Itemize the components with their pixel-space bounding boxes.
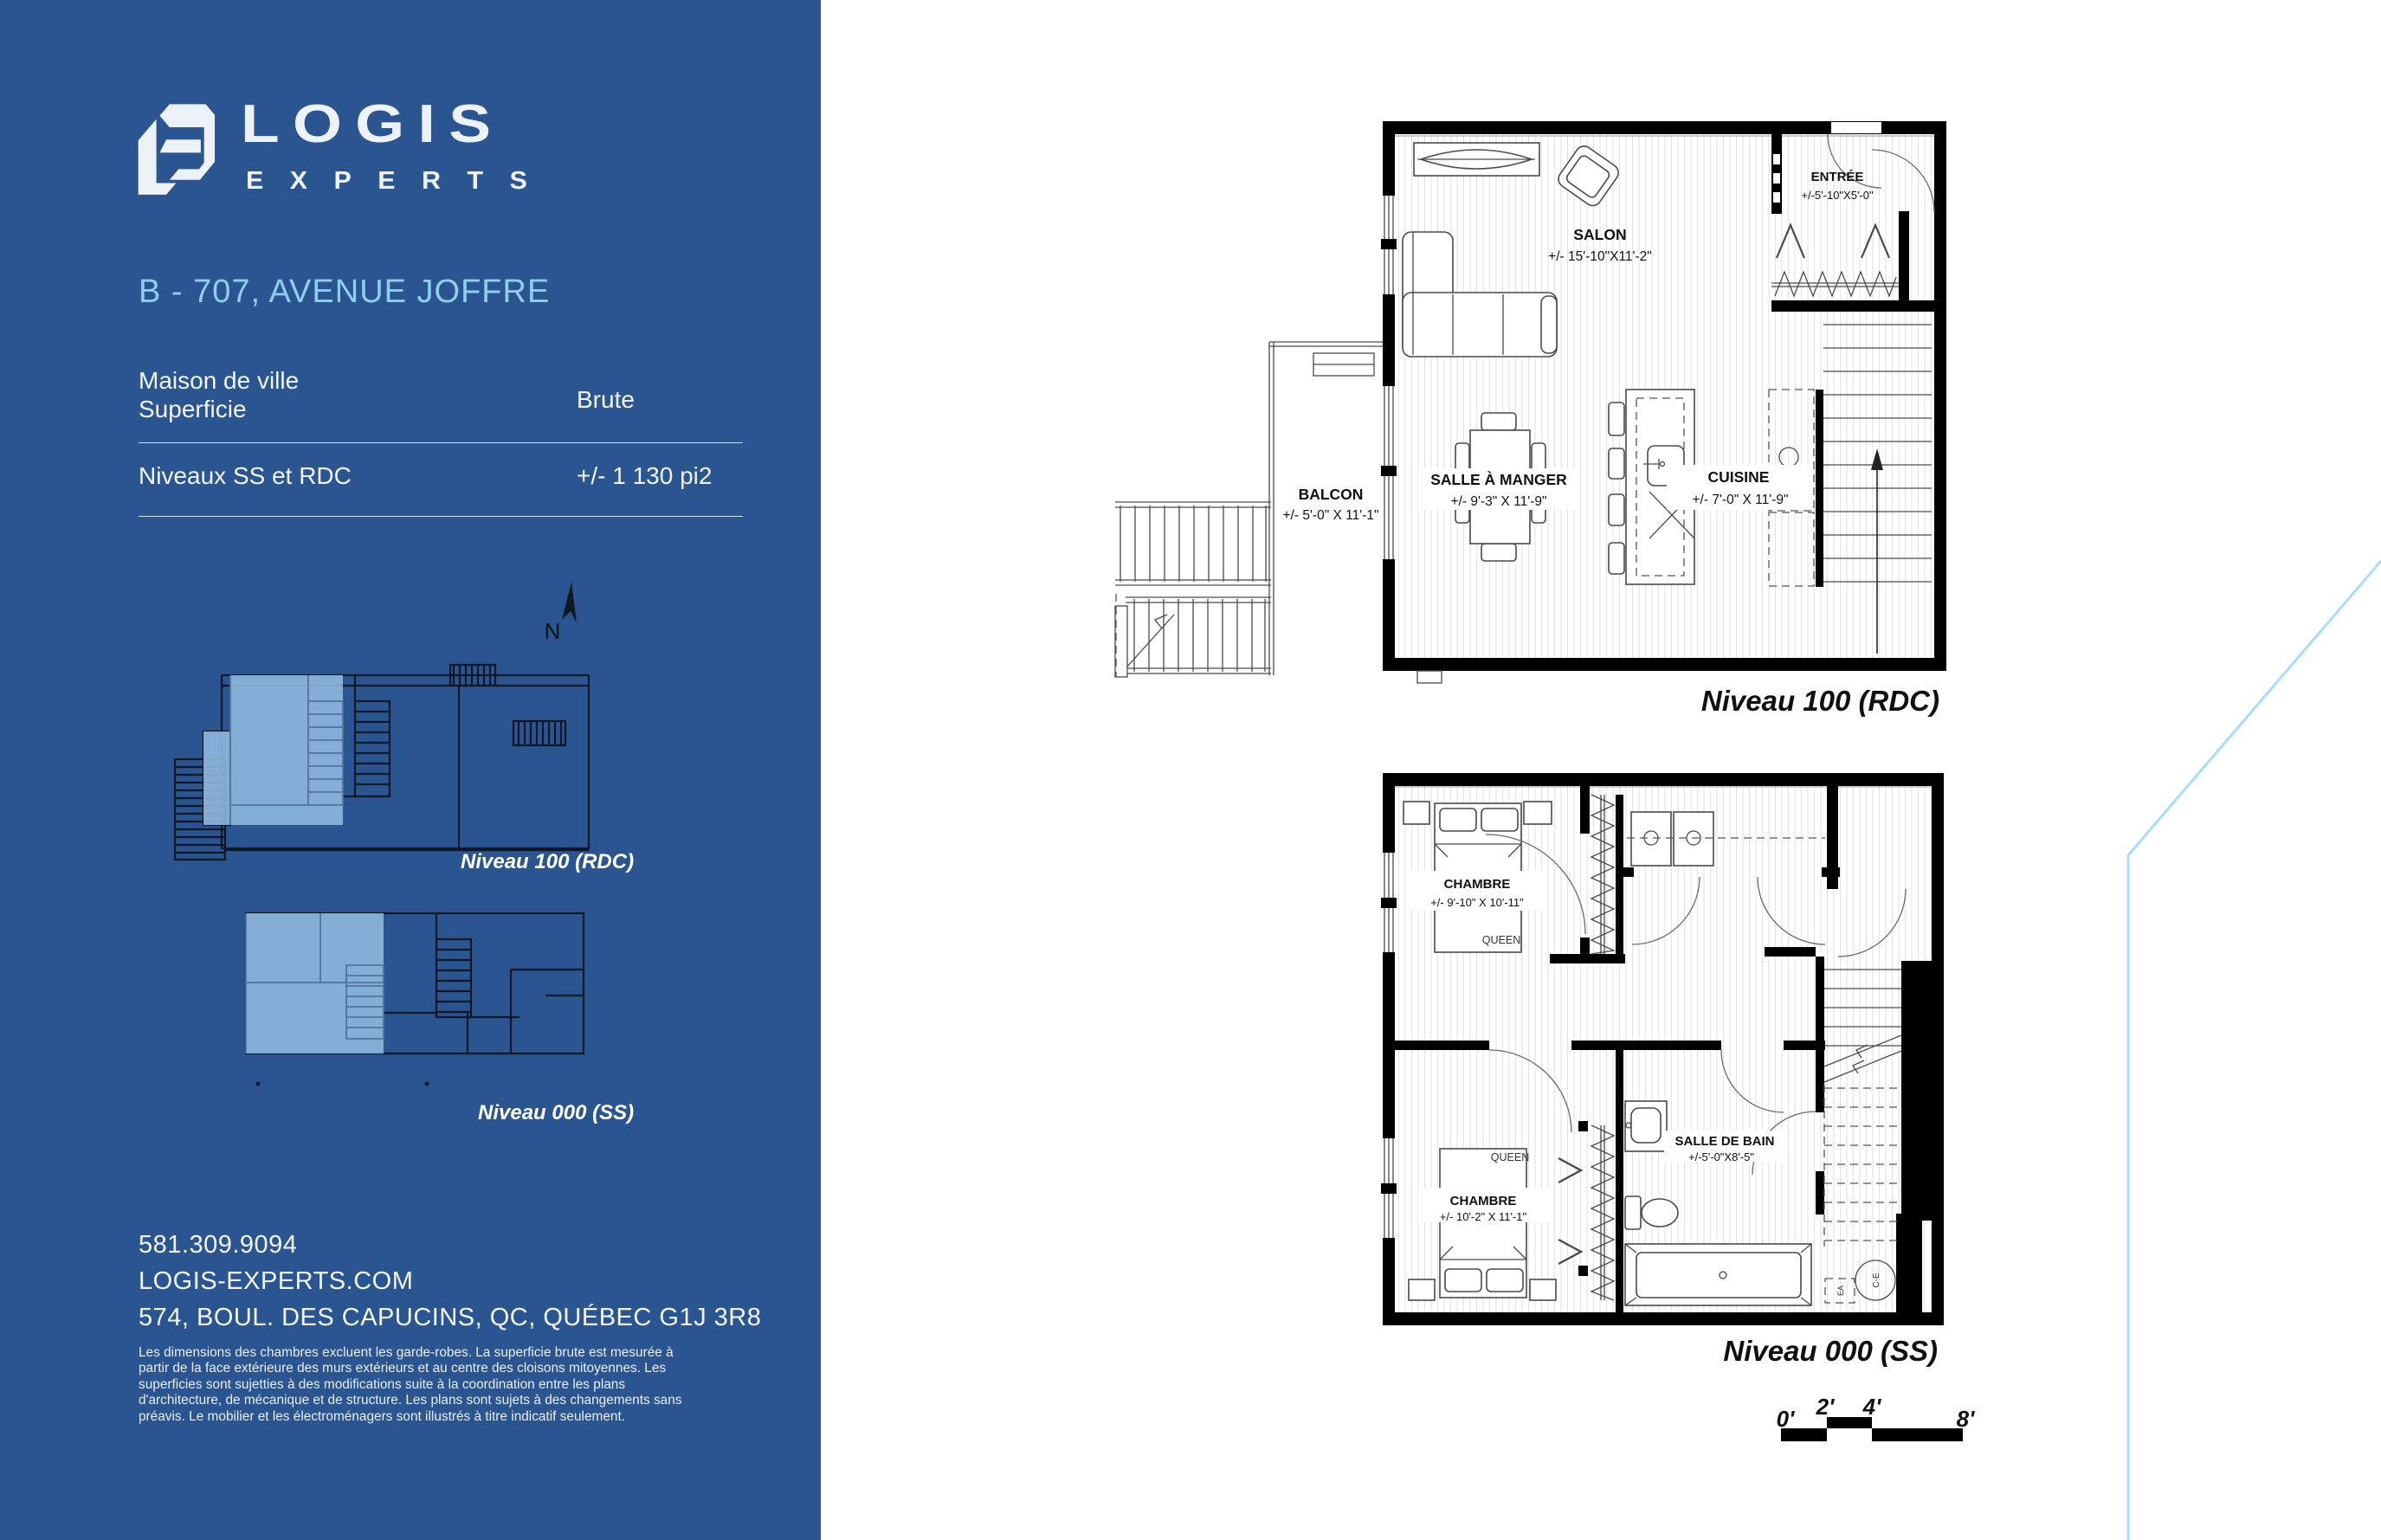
room-label-salon: SALON — [1573, 226, 1627, 243]
room-dim-cuisine: +/- 7'-0" X 11'-9" — [1692, 493, 1789, 507]
thumb-rdc-caption: Niveau 100 (RDC) — [461, 850, 635, 873]
room-label-chambre2: CHAMBRE — [1449, 1194, 1517, 1208]
scale-tick-8: 8' — [1956, 1406, 1975, 1432]
contact-address: 574, BOUL. DES CAPUCINS, QC, QUÉBEC G1J 3R8 — [139, 1304, 762, 1331]
water-tag-label: EA — [1836, 1285, 1845, 1297]
water-heater-label: C-E — [1872, 1273, 1881, 1288]
contact-website: LOGIS-EXPERTS.COM — [139, 1267, 414, 1295]
ss-caption: Niveau 000 (SS) — [1723, 1335, 1938, 1367]
detail-levels-label: Niveaux SS et RDC — [139, 462, 352, 489]
thumb-ss-caption: Niveau 000 (SS) — [478, 1101, 635, 1124]
scale-bar — [1766, 1392, 1983, 1453]
room-label-balcon: BALCON — [1298, 486, 1364, 503]
room-label-salle-a-manger: SALLE À MANGER — [1430, 471, 1567, 488]
scale-tick-2: 2' — [1816, 1394, 1835, 1420]
bed-label-queen2: QUEEN — [1490, 1151, 1530, 1163]
room-label-bain: SALLE DE BAIN — [1674, 1134, 1775, 1149]
room-dim-salle-a-manger: +/- 9'-3" X 11'-9" — [1450, 494, 1547, 509]
room-dim-salon: +/- 15'-10"X11'-2" — [1548, 249, 1652, 264]
room-dim-chambre1: +/- 9'-10" X 10'-11" — [1430, 896, 1524, 909]
room-label-cuisine: CUISINE — [1707, 468, 1770, 486]
room-label-chambre1: CHAMBRE — [1443, 877, 1511, 892]
scale-tick-0: 0' — [1776, 1406, 1795, 1432]
scale-tick-4: 4' — [1862, 1394, 1881, 1420]
plan-ss — [1368, 762, 1974, 1333]
balcon-area — [1115, 342, 1383, 677]
detail-type: Maison de ville — [139, 367, 300, 394]
north-label: N — [544, 618, 561, 644]
room-dim-chambre2: +/- 10'-2" X 11'-1" — [1439, 1210, 1527, 1223]
detail-area-value: +/- 1 130 pi2 — [577, 462, 713, 489]
page-title: B - 707, AVENUE JOFFRE — [139, 274, 551, 310]
rdc-caption: Niveau 100 (RDC) — [1700, 685, 1939, 717]
contact-phone: 581.309.9094 — [139, 1231, 298, 1259]
detail-brute-label: Brute — [577, 386, 635, 413]
room-label-entree: ENTRÉE — [1810, 170, 1864, 184]
room-dim-bain: +/-5'-0"X8'-5" — [1688, 1150, 1754, 1163]
logo-brand: LOGIS — [241, 94, 505, 154]
room-dim-entree: +/-5'-10"X5'-0" — [1801, 189, 1874, 202]
bed-label-queen1: QUEEN — [1481, 934, 1521, 946]
disclaimer-text: Les dimensions des chambres excluent les garde-robes. La superficie brute est mesurée à partir de la face extérieure des murs extérieurs et au centre des cloisons mitoyennes. Les superficies sont sujetties à des modifications suite à la coordination entre les plans d'architecture, de mécanique et de structure. Les plans sont sujets à des changements sans préavis. Le mobilier et les électroménagers sont illustrés à titre indicatif seulement. — [139, 1345, 682, 1424]
logo-sub: EXPERTS — [246, 167, 554, 195]
room-dim-balcon: +/- 5'-0" X 11'-1" — [1282, 508, 1379, 523]
plan-rdc — [1100, 108, 1974, 688]
detail-superficie-label: Superficie — [139, 396, 247, 422]
